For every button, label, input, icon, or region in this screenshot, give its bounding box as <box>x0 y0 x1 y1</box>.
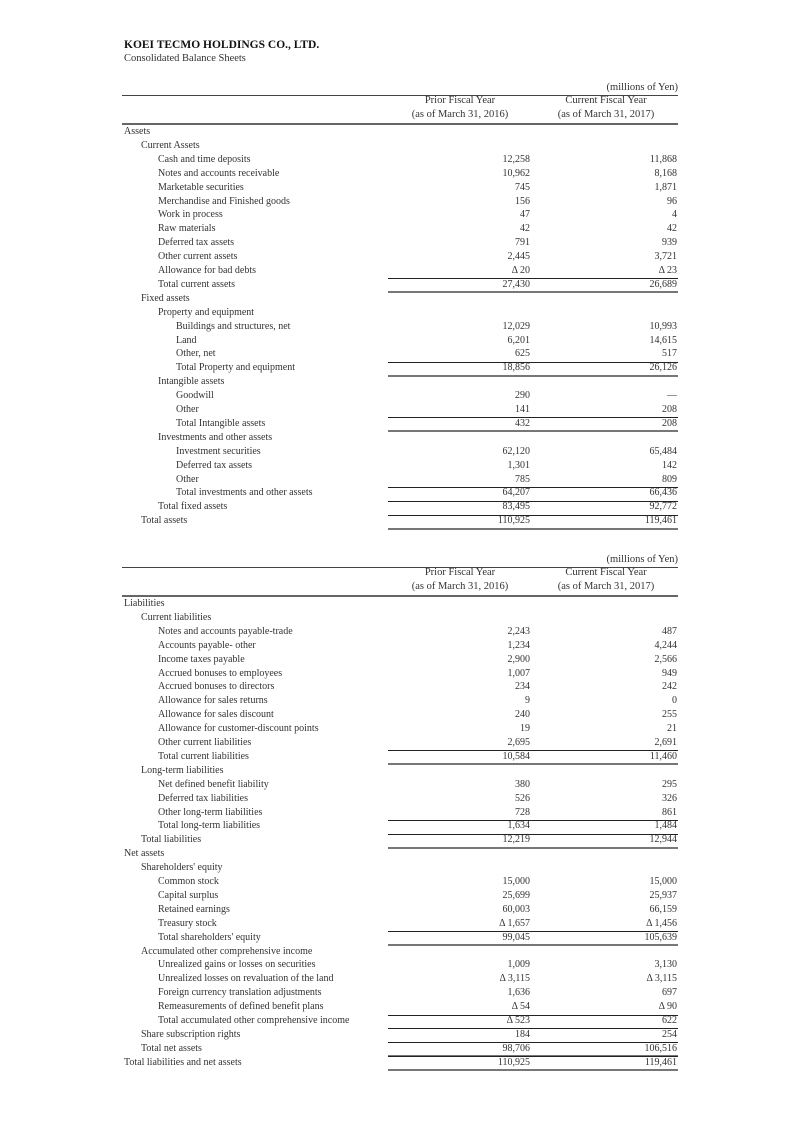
row-value-current: 106,516 <box>644 1042 677 1054</box>
row-value-current: 12,944 <box>649 834 677 846</box>
table-row <box>122 195 678 209</box>
row-label: Other current assets <box>158 251 238 263</box>
row-label: Property and equipment <box>158 306 255 318</box>
total-rule <box>388 1069 532 1071</box>
row-label: Current liabilities <box>141 611 212 623</box>
row-value-prior: 18,856 <box>502 362 530 374</box>
row-label: Total Property and equipment <box>176 362 295 374</box>
unit-label: (millions of Yen) <box>606 82 678 93</box>
row-label: Marketable securities <box>158 181 244 193</box>
subtotal-rule <box>532 1056 678 1057</box>
row-value-prior: 19 <box>520 723 530 735</box>
table-row <box>122 889 678 903</box>
row-value-prior: 728 <box>515 806 530 818</box>
row-value-prior: Δ 3,115 <box>499 973 530 985</box>
subtotal-rule <box>388 515 532 516</box>
table-row <box>122 500 678 514</box>
subtotal-rule <box>532 515 678 516</box>
subtotal-rule <box>388 278 532 279</box>
subtotal-rule <box>388 834 532 835</box>
row-label: Treasury stock <box>158 917 217 929</box>
row-value-prior: 42 <box>520 223 530 235</box>
row-label: Allowance for sales discount <box>158 709 274 721</box>
row-value-prior: 2,243 <box>507 625 530 637</box>
row-value-current: 42 <box>667 223 677 235</box>
row-value-prior: 141 <box>515 404 530 415</box>
row-value-prior: 64,207 <box>502 487 530 499</box>
row-value-prior: 47 <box>520 209 530 221</box>
row-label: Total fixed assets <box>158 501 228 513</box>
row-value-prior: Δ 20 <box>511 265 530 276</box>
row-label: Allowance for bad debts <box>158 265 257 276</box>
company-name: KOEI TECMO HOLDINGS CO., LTD. <box>124 39 320 51</box>
subtotal-rule <box>532 278 678 279</box>
row-label: Deferred tax liabilities <box>158 792 248 804</box>
row-label: Total accumulated other comprehensive income <box>158 1015 350 1026</box>
subtotal-rule <box>388 1028 532 1029</box>
row-label: Shareholders' equity <box>141 862 223 874</box>
row-value-current: 142 <box>662 459 677 471</box>
subtotal-rule <box>532 1015 678 1016</box>
unit-label: (millions of Yen) <box>606 554 678 565</box>
row-value-current: Δ 3,115 <box>646 973 677 985</box>
table-row <box>122 417 678 431</box>
subtotal-rule <box>532 362 678 363</box>
table-row <box>122 306 678 320</box>
row-value-current: Δ 23 <box>658 265 677 276</box>
row-label: Raw materials <box>158 223 216 235</box>
table-row <box>122 208 678 222</box>
table-row <box>122 694 678 708</box>
row-value-prior: 83,495 <box>502 501 530 513</box>
row-value-prior: 791 <box>515 237 530 249</box>
table-row <box>122 667 678 681</box>
row-value-current: 105,639 <box>644 931 677 943</box>
row-value-prior: 6,201 <box>507 334 530 346</box>
row-value-current: 119,461 <box>644 1056 677 1068</box>
row-label: Accounts payable- other <box>158 639 256 651</box>
row-value-current: 295 <box>662 778 677 790</box>
table-row <box>122 792 678 806</box>
row-label: Investments and other assets <box>158 431 273 443</box>
row-label: Unrealized gains or losses on securities <box>158 959 316 971</box>
row-value-prior: 234 <box>515 681 530 693</box>
row-value-prior: 9 <box>525 695 530 707</box>
column-header-current-title: Current Fiscal Year <box>565 95 647 106</box>
row-value-current: 487 <box>662 625 677 637</box>
row-label: Notes and accounts payable-trade <box>158 625 293 637</box>
row-value-prior: 2,445 <box>507 251 530 263</box>
row-value-current: 10,993 <box>649 320 677 332</box>
row-label: Retained earnings <box>158 903 230 915</box>
row-label: Remeasurements of defined benefit plans <box>158 1001 324 1013</box>
row-value-current: Δ 90 <box>658 1001 677 1013</box>
row-value-current: 2,566 <box>654 653 677 665</box>
row-label: Merchandise and Finished goods <box>158 195 290 207</box>
row-label: Allowance for sales returns <box>158 695 268 707</box>
table-row <box>122 264 678 278</box>
row-value-current: 3,721 <box>654 251 677 263</box>
row-label: Common stock <box>158 876 219 887</box>
table-row <box>122 1056 678 1070</box>
row-value-prior: 380 <box>515 778 530 790</box>
row-label: Net assets <box>124 848 165 860</box>
row-label: Fixed assets <box>141 292 190 304</box>
table-row <box>122 375 678 389</box>
subtotal-rule <box>388 501 532 502</box>
row-value-prior: 184 <box>515 1028 530 1040</box>
table-row <box>122 653 678 667</box>
row-label: Long-term liabilities <box>141 764 224 776</box>
table-row <box>122 389 678 403</box>
row-label: Deferred tax assets <box>176 459 253 471</box>
subtotal-rule <box>388 417 532 418</box>
table-row <box>122 361 678 375</box>
table-row <box>122 833 678 847</box>
row-value-current: 255 <box>662 709 677 721</box>
row-value-current: 66,436 <box>649 487 677 499</box>
row-value-current: 517 <box>662 348 677 360</box>
row-value-current: 4 <box>672 209 677 221</box>
row-label: Current Assets <box>141 139 200 151</box>
table-row <box>122 403 678 417</box>
row-label: Investment securities <box>176 445 261 457</box>
subtotal-rule <box>388 1015 532 1016</box>
row-label: Cash and time deposits <box>158 153 251 165</box>
table-row <box>122 806 678 820</box>
table-row <box>122 278 678 292</box>
row-value-current: 0 <box>672 695 677 707</box>
subtotal-rule <box>532 834 678 835</box>
row-value-prior: 432 <box>515 417 530 429</box>
table-row <box>122 125 678 139</box>
row-value-prior: 10,584 <box>502 750 530 762</box>
row-label: Foreign currency translation adjustments <box>158 987 322 999</box>
subtotal-rule <box>388 362 532 363</box>
row-value-prior: 12,219 <box>502 834 530 846</box>
row-value-current: 208 <box>662 417 677 429</box>
row-value-prior: 1,007 <box>507 667 530 679</box>
row-value-prior: 1,301 <box>507 459 530 471</box>
row-value-current: 326 <box>662 792 677 804</box>
row-label: Buildings and structures, net <box>176 320 291 332</box>
row-label: Accrued bonuses to employees <box>158 667 283 679</box>
column-header-prior <box>388 94 532 122</box>
row-value-prior: Δ 523 <box>506 1015 530 1026</box>
row-value-current: 26,126 <box>649 362 677 374</box>
row-value-current: 242 <box>662 681 677 693</box>
table-row <box>122 167 678 181</box>
row-label: Total shareholders' equity <box>158 931 261 943</box>
column-header-prior-date: (as of March 31, 2016) <box>411 109 509 120</box>
subtotal-rule <box>532 820 678 821</box>
row-value-current: 119,461 <box>644 515 677 527</box>
row-value-prior: 1,234 <box>507 639 530 651</box>
row-value-current: 25,937 <box>649 889 677 901</box>
table-row <box>122 750 678 764</box>
table-row <box>122 945 678 959</box>
row-value-current: 96 <box>667 195 677 207</box>
row-value-prior: 1,636 <box>507 987 530 999</box>
table-row <box>122 917 678 931</box>
row-value-current: 8,168 <box>654 167 677 179</box>
table-row <box>122 1028 678 1042</box>
row-value-current: 11,460 <box>649 750 677 762</box>
row-label: Total current liabilities <box>158 750 249 762</box>
table-row <box>122 958 678 972</box>
row-value-prior: Δ 1,657 <box>499 917 530 929</box>
row-label: Goodwill <box>176 390 214 402</box>
column-header-prior-date: (as of March 31, 2016) <box>411 581 509 592</box>
row-value-current: 1,484 <box>654 820 677 832</box>
row-value-current: 66,159 <box>649 903 677 915</box>
row-label: Net defined benefit liability <box>158 778 269 790</box>
liabilities-table <box>122 554 678 1074</box>
column-header-current <box>534 566 678 594</box>
row-label: Income taxes payable <box>158 653 245 665</box>
row-value-prior: Δ 54 <box>511 1001 530 1013</box>
row-value-current: 208 <box>662 404 677 415</box>
row-label: Deferred tax assets <box>158 237 235 249</box>
table-row <box>122 819 678 833</box>
table-row <box>122 903 678 917</box>
row-label: Capital surplus <box>158 889 219 901</box>
subtotal-rule <box>388 1056 532 1057</box>
table-row <box>122 680 678 694</box>
row-label: Other, net <box>176 348 216 360</box>
row-label: Total liabilities <box>141 834 202 846</box>
row-label: Total Intangible assets <box>176 417 266 429</box>
subtotal-rule <box>388 1042 532 1043</box>
row-value-prior: 156 <box>515 195 530 207</box>
row-value-current: 697 <box>662 987 677 999</box>
row-value-prior: 526 <box>515 792 530 804</box>
table-row <box>122 222 678 236</box>
table-row <box>122 931 678 945</box>
row-value-prior: 25,699 <box>502 889 530 901</box>
table-row <box>122 625 678 639</box>
row-value-current: 26,689 <box>649 278 677 290</box>
table-row <box>122 1014 678 1028</box>
table-row <box>122 1042 678 1056</box>
row-value-current: 1,871 <box>654 181 677 193</box>
row-value-prior: 2,900 <box>507 653 530 665</box>
row-value-prior: 625 <box>515 348 530 360</box>
row-label: Unrealized losses on revaluation of the land <box>158 973 334 985</box>
row-value-prior: 785 <box>515 473 530 485</box>
row-value-current: 21 <box>667 723 677 735</box>
row-value-current: Δ 1,456 <box>646 917 677 929</box>
row-label: Work in process <box>158 209 223 221</box>
row-value-prior: 1,009 <box>507 959 530 971</box>
table-row <box>122 847 678 861</box>
row-value-prior: 62,120 <box>502 445 530 457</box>
row-value-current: 65,484 <box>649 445 677 457</box>
column-header-current-date: (as of March 31, 2017) <box>557 109 655 120</box>
table-row <box>122 778 678 792</box>
table-row <box>122 236 678 250</box>
row-value-current: 11,868 <box>649 153 677 165</box>
row-value-current: 3,130 <box>654 959 677 971</box>
row-label: Accrued bonuses to directors <box>158 681 275 693</box>
table-row <box>122 986 678 1000</box>
row-label: Total investments and other assets <box>176 487 313 499</box>
row-label: Total long-term liabilities <box>158 820 261 832</box>
table-row <box>122 722 678 736</box>
table-row <box>122 139 678 153</box>
row-label: Liabilities <box>124 598 165 609</box>
row-value-prior: 98,706 <box>502 1042 530 1054</box>
subtotal-rule <box>388 820 532 821</box>
row-value-current: 622 <box>662 1015 677 1026</box>
row-value-prior: 1,634 <box>507 820 530 832</box>
row-value-current: 92,772 <box>649 501 677 513</box>
row-label: Notes and accounts receivable <box>158 167 280 179</box>
row-value-current: 949 <box>662 667 677 679</box>
row-value-prior: 290 <box>515 390 530 402</box>
row-value-prior: 2,695 <box>507 737 530 748</box>
table-row <box>122 861 678 875</box>
row-value-prior: 12,029 <box>502 320 530 332</box>
table-row <box>122 486 678 500</box>
total-rule <box>532 1069 678 1071</box>
subtotal-rule <box>532 931 678 932</box>
row-label: Share subscription rights <box>141 1028 241 1040</box>
subtotal-rule <box>532 417 678 418</box>
row-label: Total liabilities and net assets <box>124 1056 242 1068</box>
row-label: Assets <box>124 126 151 137</box>
table-row <box>122 181 678 195</box>
table-row <box>122 473 678 487</box>
assets-table <box>122 82 678 532</box>
subtotal-rule <box>532 750 678 751</box>
row-value-prior: 745 <box>515 181 530 193</box>
table-row <box>122 764 678 778</box>
row-value-current: 939 <box>662 237 677 249</box>
table-row <box>122 347 678 361</box>
document-subtitle: Consolidated Balance Sheets <box>124 53 246 64</box>
table-row <box>122 320 678 334</box>
table-row <box>122 292 678 306</box>
row-value-prior: 10,962 <box>502 167 530 179</box>
subtotal-rule <box>532 487 678 488</box>
table-row <box>122 459 678 473</box>
table-row <box>122 972 678 986</box>
column-header-prior-title: Prior Fiscal Year <box>424 95 496 106</box>
table-row <box>122 431 678 445</box>
table-row <box>122 1000 678 1014</box>
row-label: Total current assets <box>158 278 236 290</box>
row-label: Intangible assets <box>158 376 225 388</box>
row-value-prior: 60,003 <box>502 903 530 915</box>
table-row <box>122 334 678 348</box>
row-value-prior: 27,430 <box>502 278 530 290</box>
subtotal-rule <box>532 501 678 502</box>
row-label: Land <box>176 334 197 346</box>
row-label: Other current liabilities <box>158 737 252 748</box>
row-value-prior: 110,925 <box>497 515 530 527</box>
row-value-current: 14,615 <box>649 334 677 346</box>
table-row <box>122 514 678 528</box>
subtotal-rule <box>532 1042 678 1043</box>
total-rule <box>532 528 678 530</box>
row-value-prior: 12,258 <box>502 153 530 165</box>
row-label: Other <box>176 473 199 485</box>
table-row <box>122 875 678 889</box>
row-value-current: 15,000 <box>649 876 677 887</box>
subtotal-rule <box>388 931 532 932</box>
subtotal-rule <box>388 750 532 751</box>
row-value-current: 861 <box>662 806 677 818</box>
row-label: Total net assets <box>141 1042 202 1054</box>
row-value-current: 4,244 <box>654 639 677 651</box>
column-header-prior-title: Prior Fiscal Year <box>424 567 496 578</box>
row-value-current: 2,691 <box>654 737 677 748</box>
table-row <box>122 611 678 625</box>
table-row <box>122 250 678 264</box>
row-value-prior: 15,000 <box>502 876 530 887</box>
total-rule <box>388 528 532 530</box>
row-label: Other <box>176 404 199 415</box>
row-value-current: 809 <box>662 473 677 485</box>
table-row <box>122 597 678 611</box>
row-value-prior: 240 <box>515 709 530 721</box>
row-value-prior: 110,925 <box>497 1056 530 1068</box>
row-label: Total assets <box>141 515 188 527</box>
row-label: Other long-term liabilities <box>158 806 263 818</box>
row-value-prior: 99,045 <box>502 931 530 943</box>
column-header-current-date: (as of March 31, 2017) <box>557 581 655 592</box>
table-row <box>122 153 678 167</box>
subtotal-rule <box>532 1028 678 1029</box>
table-row <box>122 708 678 722</box>
table-row <box>122 639 678 653</box>
table-row <box>122 445 678 459</box>
subtotal-rule <box>388 487 532 488</box>
column-header-current <box>534 94 678 122</box>
column-header-prior <box>388 566 532 594</box>
row-value-current: 254 <box>662 1028 677 1040</box>
table-row <box>122 736 678 750</box>
column-header-current-title: Current Fiscal Year <box>565 567 647 578</box>
row-label: Accumulated other comprehensive income <box>141 945 313 957</box>
row-value-current: — <box>667 390 677 402</box>
row-label: Allowance for customer-discount points <box>158 723 319 735</box>
